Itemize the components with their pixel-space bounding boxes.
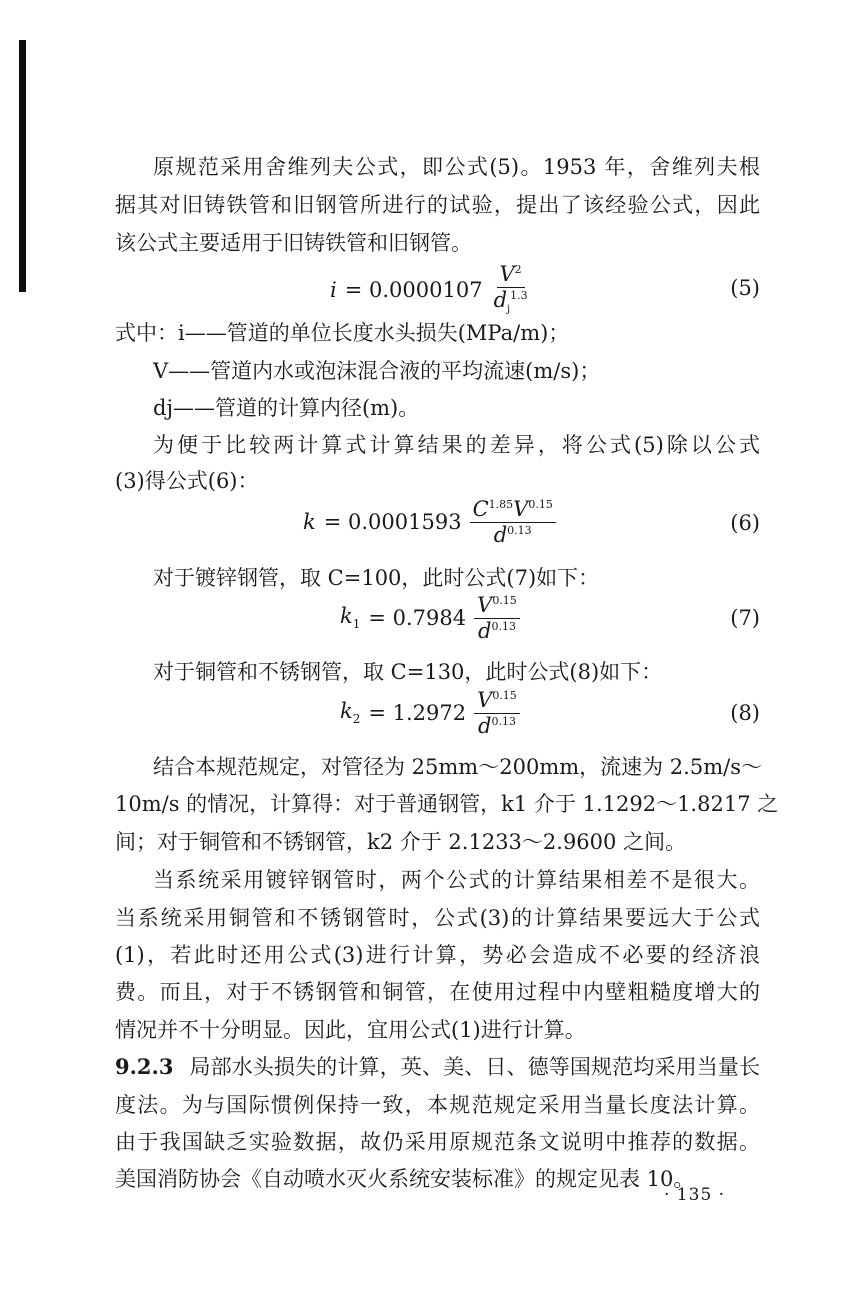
formula-coefficient: = 0.0000107 [344,278,483,302]
paragraph-line: 间；对于铜管和不锈钢管，k2 介于 2.1233～2.9600 之间。 [115,830,687,854]
definition-line: V——管道内水或泡沫混合液的平均流速(m/s)； [153,359,601,383]
section-number: 9.2.3 [115,1054,174,1079]
formula-coefficient: = 0.7984 [368,606,467,630]
formula-7 [340,590,520,646]
formula-fraction: $\frac{V^{0.15}}{d^{0.13}}$ [474,690,520,737]
paragraph-line: 该公式主要适用于旧铸铁管和旧钢管。 [115,231,472,255]
formula-fraction: $\frac{V^2}{d_j^{1.3}}$ [493,262,528,316]
paragraph-line: (3)得公式(6)： [115,469,259,493]
paragraph-line: 当系统采用镀锌钢管时，两个公式的计算结果相差不是很大。 [153,868,760,892]
paragraph-line: 10m/s 的情况，计算得：对于普通钢管，k1 介于 1.1292～1.8217 之 [115,792,779,816]
paragraph-line: 美国消防协会《自动喷水灭火系统安装标准》的规定见表 10。 [115,1167,695,1191]
equation-number: (5) [730,276,760,300]
paragraph-line: (1)，若此时还用公式(3)进行计算，势必会造成不必要的经济浪 [115,943,760,967]
binding-bar [19,40,26,292]
paragraph-line: 据其对旧铸铁管和旧钢管所进行的试验，提出了该经验公式，因此 [115,193,760,217]
formula-lhs: k [303,510,316,534]
equation-number: (8) [730,701,760,725]
formula-fraction: $\frac{C^{1.85}V^{0.15}}{d^{0.13}}$ [470,499,556,546]
page-number: · 135 · [664,1185,726,1205]
paragraph-line: 情况并不十分明显。因此，宜用公式(1)进行计算。 [115,1018,586,1042]
paragraph-line: 对于镀锌钢管，取 C=100，此时公式(7)如下： [153,566,600,590]
definition-line: dj——管道的计算内径(m)。 [153,396,420,420]
paragraph-line: 对于铜管和不锈钢管，取 C=130，此时公式(8)如下： [153,660,663,684]
formula-coefficient: = 0.0001593 [323,510,462,534]
paragraph-line: 局部水头损失的计算，英、美、日、德等国规范均采用当量长 [189,1055,760,1079]
paragraph-line: 为便于比较两计算式计算结果的差异，将公式(5)除以公式 [153,433,760,457]
section-heading-line [115,1052,760,1082]
definition-line: 式中：i——管道的单位长度水头损失(MPa/m)； [115,321,570,345]
formula-coefficient: = 1.2972 [368,701,467,725]
formula-8 [340,685,520,741]
formula-5 [330,262,531,318]
equation-number: (7) [730,606,760,630]
formula-lhs: i [330,278,337,302]
equation-number: (6) [730,511,760,535]
paragraph-line: 度法。为与国际惯例保持一致，本规范规定采用当量长度法计算。 [115,1093,760,1117]
formula-lhs: $k_2$ [340,699,361,727]
formula-6 [303,494,556,550]
paragraph-line: 当系统采用铜管和不锈钢管时，公式(3)的计算结果要远大于公式 [115,906,760,930]
paragraph-line: 由于我国缺乏实验数据，故仍采用原规范条文说明中推荐的数据。 [115,1130,760,1154]
paragraph-line: 结合本规范规定，对管径为 25mm～200mm，流速为 2.5m/s～ [153,755,762,779]
paragraph-line: 费。而且，对于不锈钢管和铜管，在使用过程中内壁粗糙度增大的 [115,980,760,1004]
formula-lhs: $k_1$ [340,604,361,632]
paragraph-line: 原规范采用舍维列夫公式，即公式(5)。1953 年，舍维列夫根 [153,155,760,179]
formula-fraction: $\frac{V^{0.15}}{d^{0.13}}$ [474,595,520,642]
